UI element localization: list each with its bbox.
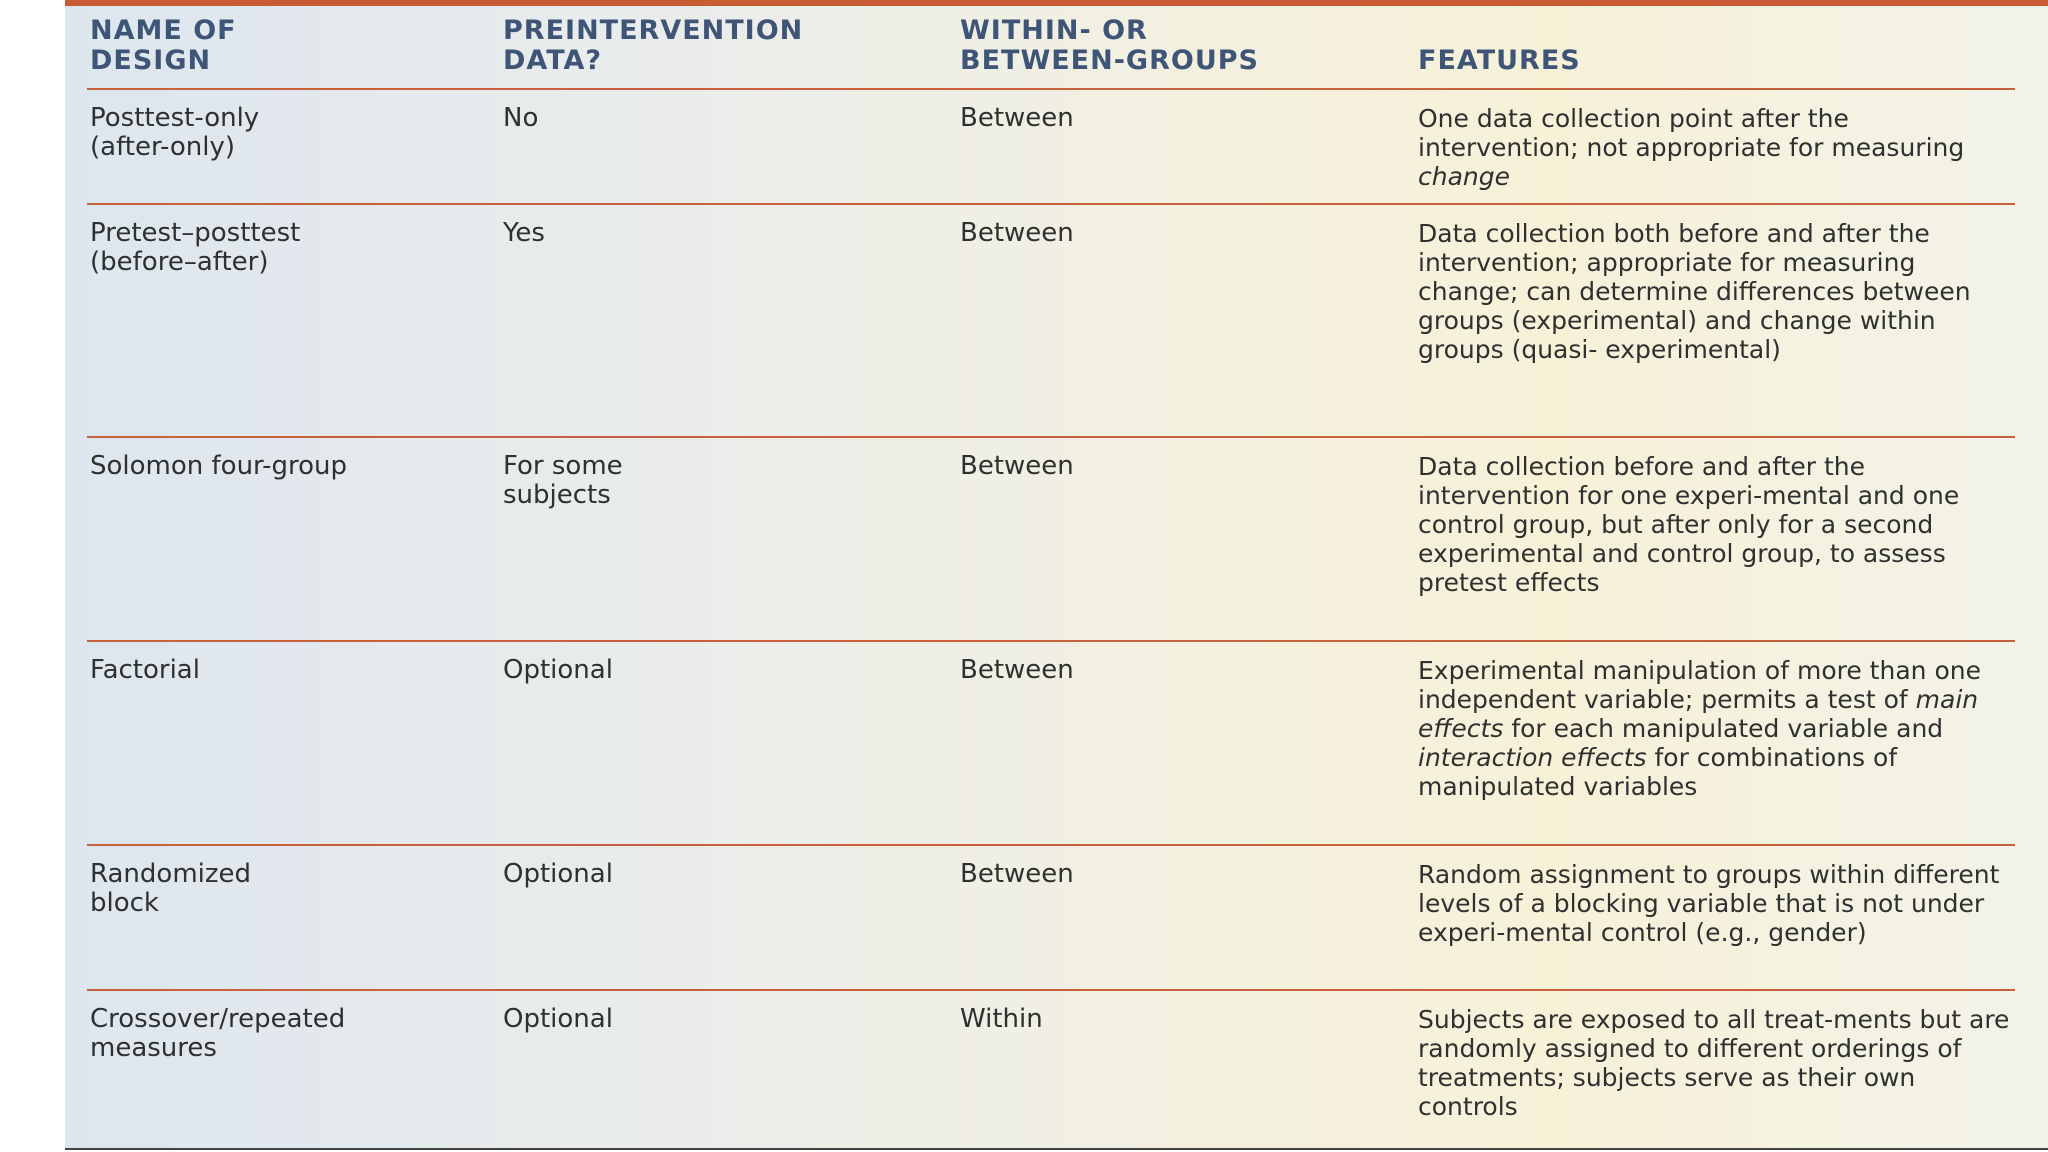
preintervention-cell: Optional <box>503 1004 613 1034</box>
design-name-cell: Factorial <box>87 641 500 845</box>
design-name-cell: Crossover/repeated measures <box>90 1004 346 1063</box>
features-text: for each manipulated variable and <box>1503 714 1944 743</box>
table-row <box>87 845 2015 990</box>
preintervention-cell: No <box>500 89 957 204</box>
table-row <box>87 990 2015 1134</box>
preintervention-cell: Optional <box>500 641 957 845</box>
table-row <box>87 204 2015 437</box>
features-emphasis: change <box>1418 162 1511 191</box>
design-name-cell: Solomon four-group <box>87 437 500 641</box>
features-cell <box>1415 437 2015 641</box>
header-features: FEATURES <box>1415 14 2015 89</box>
table-row <box>87 89 2015 204</box>
header-within-or-between: WITHIN- OR BETWEEN-GROUPS <box>957 14 1415 89</box>
group-type-cell: Between <box>957 437 1415 641</box>
bottom-rule <box>65 1148 2048 1150</box>
features-cell <box>1415 845 2015 990</box>
header-preintervention-data: PREINTERVENTION DATA? <box>500 14 957 89</box>
design-name-cell: Randomized block <box>87 845 500 990</box>
features-text: Random assignment to groups within different levels of a blocking variable that is not under experi-mental control (e.g., gender) <box>1418 860 2000 947</box>
features-cell <box>1415 990 2015 1134</box>
top-accent-bar <box>65 0 2048 6</box>
group-type-cell: Between <box>957 204 1415 437</box>
features-cell <box>1415 204 2015 437</box>
header-name-of-design: NAME OF DESIGN <box>87 14 500 89</box>
features-text: for combinations of manipulated variables <box>1418 743 1898 801</box>
group-type-cell: Within <box>960 1004 1043 1034</box>
features-emphasis: interaction effects <box>1418 743 1647 772</box>
preintervention-cell: Yes <box>500 204 957 437</box>
features-text: Data collection both before and after the intervention; appropriate for measuring change; can determine differences between groups (experimental) and change within groups (quasi- experimental) <box>1418 219 1971 364</box>
design-name-cell: Pretest–posttest (before–after) <box>87 204 500 437</box>
features-text: One data collection point after the intervention; not appropriate for measuring <box>1418 104 1965 162</box>
group-type-cell: Between <box>957 89 1415 204</box>
preintervention-cell: For some subjects <box>500 437 957 641</box>
features-text: Data collection before and after the intervention for one experi-mental and one control group, but after only for a second experimental and control group, to assess pretest effects <box>1418 452 1960 597</box>
preintervention-cell: Optional <box>500 845 957 990</box>
features-cell <box>1415 641 2015 845</box>
document-panel <box>65 0 2048 1150</box>
features-text: Subjects are exposed to all treat-ments but are randomly assigned to different orderings of treatments; subjects serve as their own controls <box>1418 1005 2010 1121</box>
header-row <box>87 14 2015 89</box>
group-type-cell: Between <box>957 641 1415 845</box>
table-row <box>87 641 2015 845</box>
features-cell <box>1415 89 2015 204</box>
features-text: Experimental manipulation of more than one independent variable; permits a test of <box>1418 656 1981 714</box>
design-name-cell: Posttest-only (after-only) <box>87 89 500 204</box>
research-design-table <box>87 14 2015 1134</box>
table-row <box>87 437 2015 641</box>
features-emphasis: main effects <box>1418 685 1979 743</box>
group-type-cell: Between <box>957 845 1415 990</box>
